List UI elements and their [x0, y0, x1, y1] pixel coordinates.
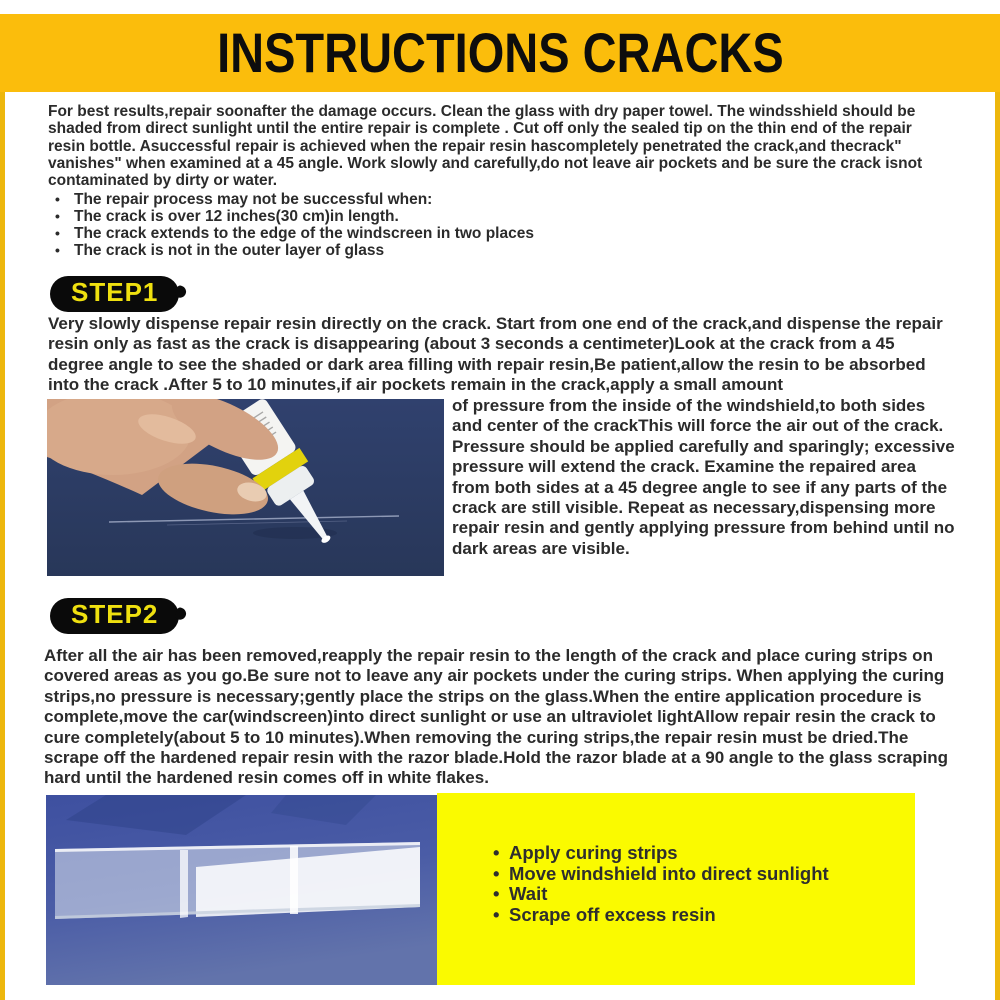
- step1-badge: STEP1: [50, 276, 179, 312]
- header-band: [0, 14, 1000, 92]
- summary-bullet-item: • Move windshield into direct sunlight: [493, 864, 915, 885]
- step2-paragraph: After all the air has been removed,reapply the repair resin to the length of the crack and place curing strips on covered areas as you go.Be sure not to leave any air pockets under the curing strips. When applying the curing strips,no pressure is necessary;gently place the strips on the glass.When the entire application procedure is complete,move the car(windscreen)into direct sunlight or use an ultraviolet lightAllow repair resin the crack to cure completely(about 5 to 10 minutes).When removing the curing strips,the repair resin must be dried.The scrape off the hardened repair resin with the razor blade.Hold the razor blade at a 90 angle to the glass scraping hard until the hardened resin comes off in white flakes.: [44, 646, 949, 788]
- intro-bullet-item: • The repair process may not be successful when:: [48, 192, 944, 209]
- step1-photo-resin-dispensing: [47, 399, 444, 576]
- summary-bullet-item: • Wait: [493, 884, 915, 905]
- left-gold-edge-line: [0, 90, 5, 1000]
- intro-bullet-item: • The crack is not in the outer layer of glass: [48, 243, 944, 260]
- summary-bullet-item: • Scrape off excess resin: [493, 905, 915, 926]
- summary-bullet-list: [493, 843, 915, 925]
- strip-seam-1: [180, 850, 188, 918]
- step1-paragraph-beside-photo: of pressure from the inside of the windshield,to both sides and center of the crackThis will force the air out of the crack. Pressure should be applied carefully and sparingly; excessive pressure will extend the crack. Examine the repaired area from both sides at a 45 degree angle to see if any parts of the crack are still visible. Repeat as necessary,dispensing more repair resin and gently applying pressure from behind until no dark areas are visible.: [452, 396, 955, 558]
- intro-section: [48, 103, 944, 260]
- resin-bottle-on-crack-illustration: [47, 399, 444, 576]
- curing-strips-illustration: [46, 795, 437, 985]
- curing-strip: [55, 842, 420, 919]
- intro-bullet-item: • The crack is over 12 inches(30 cm)in length.: [48, 209, 944, 226]
- page-title: INSTRUCTIONS CRACKS: [216, 21, 784, 85]
- right-gold-edge-line: [995, 90, 1000, 1000]
- strip-seam-2: [290, 846, 298, 914]
- summary-bullet-item: • Apply curing strips: [493, 843, 915, 864]
- summary-yellow-box: [437, 793, 915, 985]
- step1-paragraph: Very slowly dispense repair resin directly on the crack. Start from one end of the crack,and dispense the repair resin only as fast as the crack is disappearing (about 3 seconds a centimeter)Look at the crack from a 45 degree angle to see the shaded or dark area filling with repair resin,Be patient,allow the resin to be absorbed into the crack .After 5 to 10 minutes,if air pockets remain in the crack,apply a small amount: [48, 314, 943, 395]
- intro-bullet-item: • The crack extends to the edge of the windscreen in two places: [48, 226, 944, 243]
- intro-bullet-list: [48, 192, 944, 260]
- intro-paragraph: For best results,repair soonafter the damage occurs. Clean the glass with dry paper towel. The windsshield should be shaded from direct sunlight until the entire repair is complete . Cut off only the sealed tip on the thin end of the repair resin bottle. Asuccessful repair is achieved when the repair resin hascompletely penetrated the crack,and thecrack" vanishes" when examined at a 45 angle. Work slowly and carefully,do not leave air pockets and be sure the crack isnot contaminated by dirty or water.: [48, 103, 923, 190]
- step2-badge: STEP2: [50, 598, 179, 634]
- step2-photo-curing-strips: [46, 795, 437, 985]
